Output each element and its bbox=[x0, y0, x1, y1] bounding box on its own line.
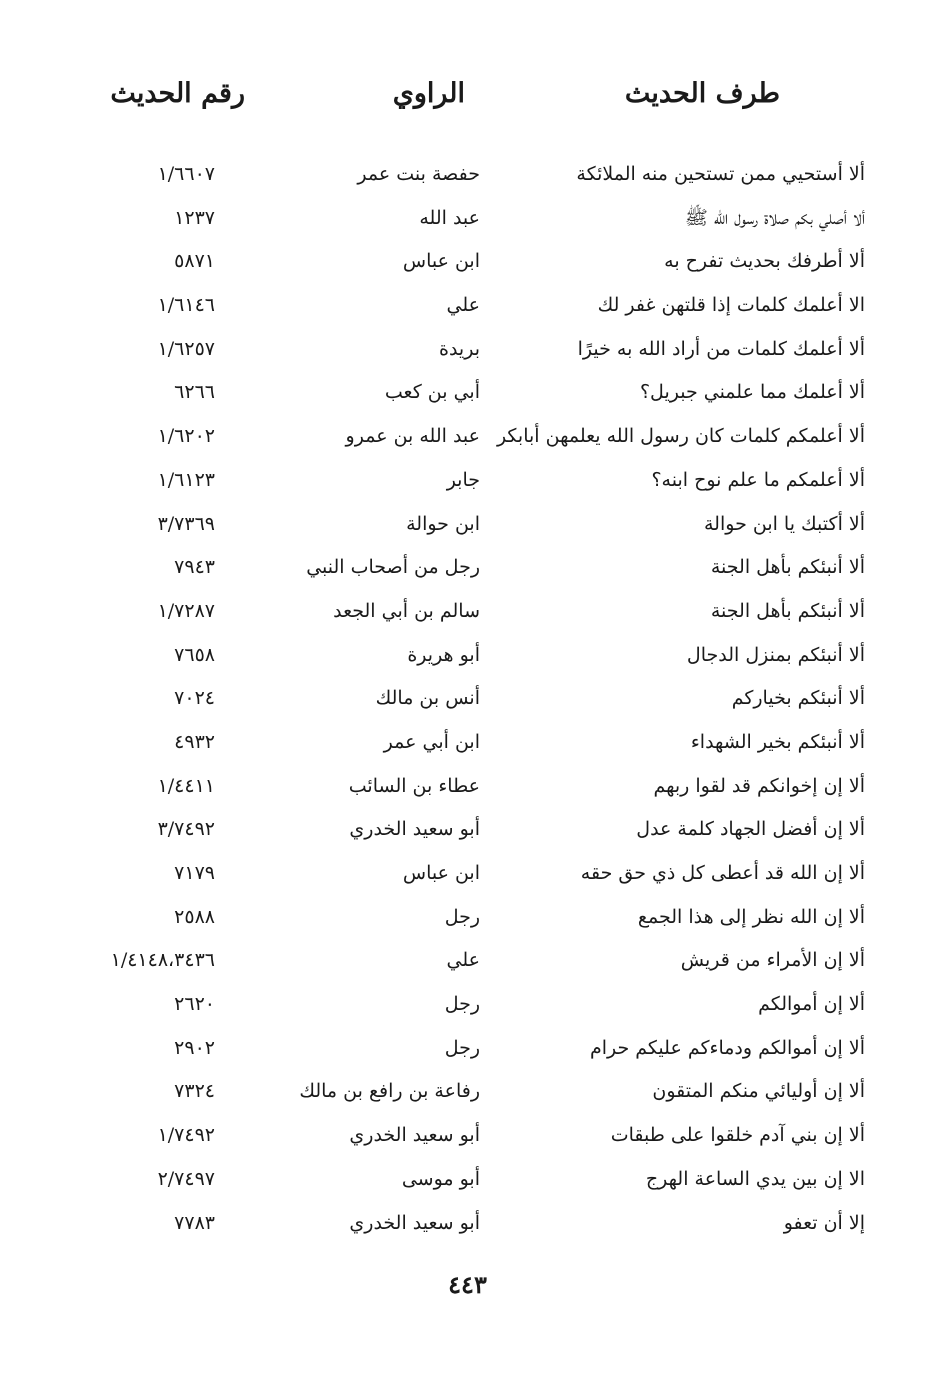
narrator-name: أبو هريرة bbox=[407, 643, 480, 666]
hadith-number: ١/٤١٤٨،٣٤٣٦ bbox=[110, 949, 215, 972]
narrator-name: عطاء بن السائب bbox=[348, 774, 480, 797]
hadith-text: ألا أنبئكم بخياركم bbox=[731, 687, 865, 710]
hadith-number: ٧٠٢٤ bbox=[174, 687, 215, 710]
narrator-name: أبو سعيد الخدري bbox=[349, 1124, 480, 1147]
table-row bbox=[0, 285, 935, 329]
table-row bbox=[0, 1115, 935, 1159]
hadith-number: ٢/٧٤٩٧ bbox=[157, 1167, 215, 1190]
hadith-number: ٦٢٦٦ bbox=[174, 381, 215, 404]
narrator-name: ابن عباس bbox=[402, 862, 480, 884]
narrator-name: جابر bbox=[446, 468, 480, 491]
narrator-name: أبو سعيد الخدري bbox=[349, 1211, 480, 1234]
hadith-number: ٧٧٨٣ bbox=[174, 1211, 215, 1234]
narrator-name: ابن حوالة bbox=[406, 512, 480, 535]
narrator-name: عبد الله bbox=[419, 206, 480, 229]
hadith-number: ١/٧٤٩٢ bbox=[157, 1124, 215, 1147]
hadith-text: ألا أنبئكم بمنزل الدجال bbox=[686, 643, 865, 666]
narrator-name: عبد الله بن عمرو bbox=[345, 425, 480, 448]
hadith-text: ألا أنبئكم بخير الشهداء bbox=[690, 730, 865, 753]
narrator-name: أنس بن مالك bbox=[375, 687, 480, 710]
table-row bbox=[0, 678, 935, 722]
hadith-text: ألا إن الله نظر إلى هذا الجمع bbox=[637, 905, 865, 928]
hadith-number: ٣/٧٤٩٢ bbox=[157, 818, 215, 841]
narrator-name: أبو موسى bbox=[401, 1167, 480, 1190]
header-hadith: طرف الحديث bbox=[624, 78, 780, 109]
header-number: رقم الحديث bbox=[110, 78, 245, 109]
table-row bbox=[0, 460, 935, 504]
hadith-number: ٧٣٢٤ bbox=[174, 1080, 215, 1103]
hadith-text: ألا أعلمك كلمات من أراد الله به خيرًا bbox=[577, 337, 865, 360]
hadith-text: ألا إن إخوانكم قد لقوا ربهم bbox=[653, 774, 865, 797]
table-row bbox=[0, 416, 935, 460]
narrator-name: حفصة بنت عمر bbox=[357, 163, 480, 185]
hadith-text: ألا إن الله قد أعطى كل ذي حق حقه bbox=[580, 862, 865, 884]
narrator-name: رجل من أصحاب النبي bbox=[306, 556, 480, 579]
narrator-name: رجل bbox=[444, 993, 480, 1016]
hadith-number: ١٢٣٧ bbox=[174, 206, 215, 229]
table-row bbox=[0, 504, 935, 548]
hadith-number: ٢٩٠٢ bbox=[174, 1036, 215, 1059]
table-row bbox=[0, 809, 935, 853]
hadith-text: ألا أكتبك يا ابن حوالة bbox=[704, 512, 865, 535]
table-row bbox=[0, 1028, 935, 1072]
table-row bbox=[0, 154, 935, 198]
hadith-text: ألا أعلمكم ما علم نوح ابنه؟ bbox=[651, 468, 865, 491]
table-row bbox=[0, 198, 935, 242]
hadith-text: ألا أنبئكم بأهل الجنة bbox=[710, 599, 865, 622]
narrator-name: أبي بن كعب bbox=[384, 381, 480, 404]
hadith-text: ألا إن أموالكم bbox=[758, 993, 865, 1016]
hadith-number: ١/٦١٢٣ bbox=[157, 468, 215, 491]
narrator-name: علي bbox=[446, 294, 480, 317]
table-row bbox=[0, 329, 935, 373]
hadith-text: ألا أستحيي ممن تستحين منه الملائكة bbox=[576, 163, 865, 185]
hadith-text: ألا أنبئكم بأهل الجنة bbox=[710, 556, 865, 579]
hadith-number: ٤٩٣٢ bbox=[174, 730, 215, 753]
hadith-index-table bbox=[0, 154, 935, 1246]
hadith-text: ألا إن أفضل الجهاد كلمة عدل bbox=[636, 818, 865, 841]
table-row bbox=[0, 1203, 935, 1247]
table-row bbox=[0, 547, 935, 591]
table-row bbox=[0, 591, 935, 635]
table-row bbox=[0, 853, 935, 897]
hadith-text: ألا إن أموالكم ودماءكم عليكم حرام bbox=[589, 1036, 865, 1059]
table-row bbox=[0, 766, 935, 810]
table-row bbox=[0, 241, 935, 285]
table-header bbox=[0, 78, 935, 128]
hadith-text: إلا أن تعفو bbox=[783, 1211, 865, 1234]
hadith-text: ألا أعلمك مما علمني جبريل؟ bbox=[639, 381, 865, 404]
hadith-text: ألا أعلمكم كلمات كان رسول الله يعلمهن أبابكر bbox=[496, 425, 865, 448]
header-rawi: الراوي bbox=[392, 78, 465, 109]
narrator-name: علي bbox=[446, 949, 480, 972]
narrator-name: رفاعة بن رافع بن مالك bbox=[299, 1080, 480, 1103]
hadith-number: ٧١٧٩ bbox=[174, 862, 215, 884]
hadith-text: ألا إن أوليائي منكم المتقون bbox=[652, 1080, 865, 1103]
table-row bbox=[0, 984, 935, 1028]
hadith-number: ٢٦٢٠ bbox=[174, 993, 215, 1016]
table-row bbox=[0, 372, 935, 416]
narrator-name: سالم بن أبي الجعد bbox=[333, 599, 480, 622]
hadith-number: ٧٦٥٨ bbox=[174, 643, 215, 666]
hadith-number: ٧٩٤٣ bbox=[174, 556, 215, 579]
table-row bbox=[0, 897, 935, 941]
table-row bbox=[0, 1071, 935, 1115]
hadith-number: ١/٦٢٠٢ bbox=[157, 425, 215, 448]
hadith-text: ألا إن الأمراء من قريش bbox=[680, 949, 865, 972]
table-row bbox=[0, 635, 935, 679]
hadith-number: ٢٥٨٨ bbox=[174, 905, 215, 928]
narrator-name: رجل bbox=[444, 905, 480, 928]
hadith-text: الا أعلمك كلمات إذا قلتهن غفر لك bbox=[597, 294, 865, 317]
hadith-number: ١/٦٢٥٧ bbox=[157, 337, 215, 360]
hadith-number: ١/٤٤١١ bbox=[157, 774, 215, 797]
hadith-number: ١/٦٦٠٧ bbox=[157, 163, 215, 185]
narrator-name: أبو سعيد الخدري bbox=[349, 818, 480, 841]
hadith-text: ألا أصلي بكم صلاة رسول الله ﷺ bbox=[684, 206, 865, 229]
hadith-number: ١/٧٢٨٧ bbox=[157, 599, 215, 622]
hadith-number: ٥٨٧١ bbox=[174, 250, 215, 273]
narrator-name: ابن عباس bbox=[402, 250, 480, 273]
hadith-text: ألا إن بني آدم خلقوا على طبقات bbox=[610, 1124, 865, 1147]
page-number: ٤٤٣ bbox=[448, 1270, 487, 1299]
table-row bbox=[0, 722, 935, 766]
narrator-name: ابن أبي عمر bbox=[383, 730, 480, 753]
hadith-text: ألا أطرفك بحديث تفرح به bbox=[664, 250, 865, 273]
hadith-number: ٣/٧٣٦٩ bbox=[157, 512, 215, 535]
hadith-number: ١/٦١٤٦ bbox=[157, 294, 215, 317]
hadith-text: الا إن بين يدي الساعة الهرج bbox=[645, 1167, 865, 1190]
table-row bbox=[0, 1159, 935, 1203]
narrator-name: بريدة bbox=[439, 337, 480, 360]
narrator-name: رجل bbox=[444, 1036, 480, 1059]
table-row bbox=[0, 940, 935, 984]
